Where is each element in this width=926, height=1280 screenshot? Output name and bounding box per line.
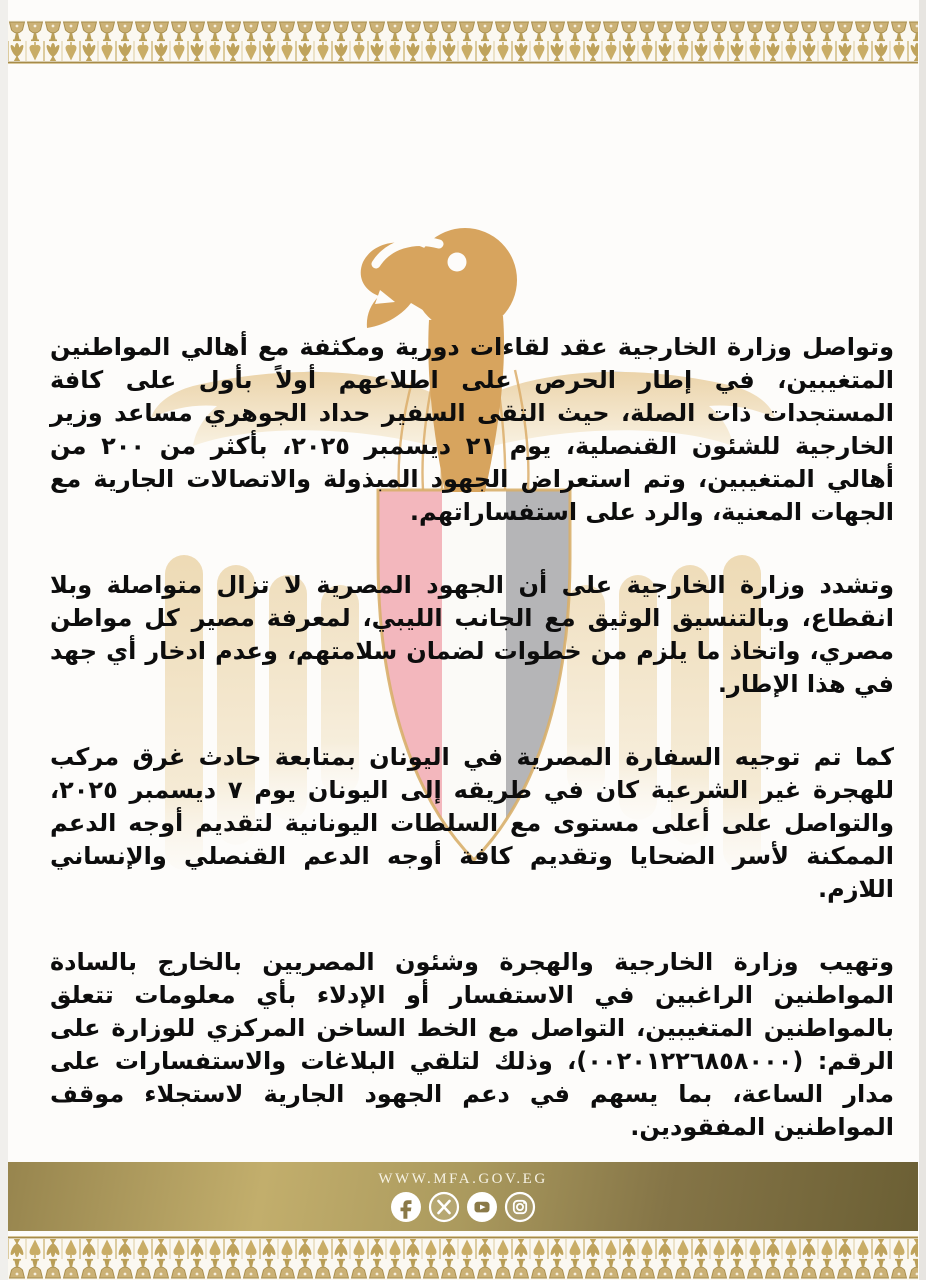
footer-bar <box>8 1162 918 1231</box>
page-edge-left <box>0 0 8 1280</box>
paragraph: وتواصل وزارة الخارجية عقد لقاءات دورية ومكثفة مع أهالي المواطنين المتغيبين، في إطار الحرص على اطلاعهم أولاً بأول على كافة المستجدات ذات الصلة، حيث التقى السفير حداد الجوهري مساعد وزير الخارجية للشئون القنصلية، يوم ٢١ ديسمبر ٢٠٢٥، بأكثر من ٢٠٠ من أهالي المتغيبين، وتم استعراض الجهود المبذولة والاتصالات الجارية مع الجهات المعنية، والرد على استفساراتهم. <box>50 333 894 526</box>
youtube-icon[interactable] <box>466 1191 498 1223</box>
paragraph: وتهيب وزارة الخارجية والهجرة وشئون المصريين بالخارج بالسادة المواطنين الراغبين في الاستفسار أو الإدلاء بأي معلومات تتعلق بالمواطنين المتغيبين، التواصل مع الخط الساخن المركزي للوزارة على الرقم: (٠٠٢٠١٢٢٦٨٥٨٠٠٠)، وذلك لتلقي البلاغات والاستفسارات على مدار الساعة، بما يسهم في دعم الجهود الجارية لاستجلاء موقف المواطنين المفقودين. <box>50 948 895 1141</box>
social-icons-row <box>390 1191 536 1223</box>
statement-body <box>50 331 894 1184</box>
lotus-frieze-border-top <box>8 20 918 64</box>
website-link[interactable]: WWW.MFA.GOV.EG <box>378 1171 548 1187</box>
paragraph: وتشدد وزارة الخارجية على أن الجهود المصرية لا تزال متواصلة وبلا انقطاع، وبالتنسيق الوثيق مع الجانب الليبي، لمعرفة مصير كل مواطن مصري، واتخاذ ما يلزم من خطوات لضمان سلامتهم، وعدم ادخار أي جهد في هذا الإطار. <box>50 571 894 698</box>
x-icon[interactable] <box>428 1191 460 1223</box>
paragraph: كما تم توجيه السفارة المصرية في اليونان بمتابعة حادث غرق مركب للهجرة غير الشرعية كان في طريقه إلى اليونان يوم ٧ ديسمبر ٢٠٢٥، والتواصل على أعلى مستوى مع السلطات اليونانية لتقديم أوجه الدعم الممكنة لأسر الضحايا وتقديم كافة أوجه الدعم القنصلي والإنساني اللازم. <box>50 743 894 903</box>
page-edge-right <box>919 0 926 1280</box>
instagram-icon[interactable] <box>504 1191 536 1223</box>
facebook-icon[interactable] <box>390 1191 422 1223</box>
lotus-frieze-border-bottom <box>8 1236 918 1280</box>
